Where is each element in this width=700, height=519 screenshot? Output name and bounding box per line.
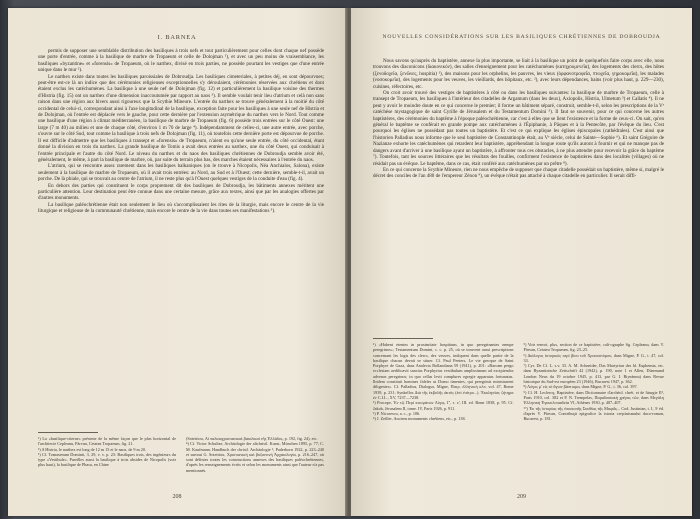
left-paragraph: Le narthex existe dans toutes les basiliques paroissiales de Dobroudja. Les basiliques cimeteriales, à petites déj, en sont dépourvues; peut-être est-ce là un indice que des cérémonies religieuses exceptionnelles s'y déroulaient, cérémonies réservées aux chrétiens et dont étaient exclus les catéchumènes. La basilique à une seule nef de Dolojman (fig. 12) et particulièrement la basilique voisine des thermes d'Histria (fig. 15) ont un narthex d'une dimension inaccoutumée par rapport au naos ³). Il semble voulait tenir lieu d'atrium et celà non sans raison dans une région aux hivers aussi rigoureux que la Scythie Mineure. L'entrée du narthex se trouve généralement à la moitié du côté occidental de celui-ci, correspondant ainsi à l'axe longitudinal de la basilique, exception faite pour les basiliques à une seule nef de Histria et de Dolojman, où l'entrée est déplacée vers le gauche, pour cette dernière par l'extension asymétrique du narthex vers le Nord. Tout comme une basilique d'une région à climat méditerranéen, la basilique de marbre de Tropaeum (fig. 6) possède trois entrées sur le côté Ouest: une large (7 m 40) au milieu et une de chaque côté, d'environ 1 m 70 de large ⁴). Indépendamment de celles-ci, une autre entrée, avec porche, s'ouvre sur le côté Sud, tout comme la basilique à trois nefs de Dolojman (fig. 11), où toutefois cette dernière porte est dépourvue de porche. Il est difficile d'admettre que les basiliques à transept et «forensis» de Tropaeum, n'aient eu qu'une seule entrée, du côté occidental, étant donné la division en trois du narthex. La grande basilique de Tomis a avait deux entrées au narthex, une du côté Ouest, qui conduisait à l'entrée principale et l'autre du côté Nord. Le niveau du narthex et du naos des basiliques chrétiennes de Dobroudja semble avoir été, généralement, le même, à part la basilique de marbre, où, par suite du terrain plus bas, des marches étaient nécessaires à l'entrée du naos. — [38, 73, 324, 163]
left-body-text — [38, 48, 324, 428]
footnote: ¹) «Habent etenim in proximitate hospitium, in quo peregrinantes nempe peregrinos»; Testamentum Domini, c. c. p. 25, où se trouvent aussi prescriptions concernant les logis des clercs, des veuves, indiquent dans quelle partie de la basilique chacun devait se situer. Cf. Paul Peeters, Le vie grecque de Saint Porphyre de Gaza, dans Analecta Bollandiana 59 (1941), p. 201: «Barcam pergo ecclesiam aedificavit sanctus Porphyrius vestibulum amplissimum ad excipiendos advenas peregrinos; in quo cellas levit complures egregie apparatus fortunatus. Ibidem constituit homines fideles ut Domo timentes, qui peregrinis ministrarent diligenter». Cf. Palladius, Dialogus, Migne, Πατρ. ἑλληνικὴ κλπ. vol. 47, Rome 1939, p. 231; Synkellos Διὰ τῆς ἐκβολῆς ἀκτὸς (ἐπὶ ἐπίτρο...). Ἐκκλησίαι; ζήτημα ἐν C.I.L., XV, 7237—7238. — [373, 342, 514, 400]
footnote: ²) Procope, Ἐν τῷ Περὶ κτισμάτων Λόγῳ, Γ', τ. ε', ΙΙΙ. ed. Bonn 1838, p. 95. Cf. Jakob, Jérusalem II, tome. IV, Paris 1926, p. 911. — [373, 400, 514, 411]
left-paragraph: En dehors des parties qui constituent le corps proprement dit des basiliques de Dobroudja, les bâtiments annexes méritent une particulière attention. Leur destination peut être connue dans une certaine mesure, grâce aux textes, ainsi que par les analogies offertes par d'autres monuments. — [38, 182, 324, 202]
right-footnotes — [373, 342, 664, 492]
right-running-head: NOUVELLES CONSIDÉRATIONS SUR LES BASILIQUES CHRÉTIENNES DE DOBROUDJA — [382, 34, 661, 40]
left-footnotes-col1 — [38, 436, 176, 490]
left-paragraph: La basilique paléochrétienne était non seulement le lieu où s'accomplissaient les rites de la liturgie, mais encore le centre de la vie liturgique et religieuse de la communauté chrétienne, mais encore le centre de la vie dans toutes ses manifestations ⁵). — [38, 201, 324, 215]
footnote: ⁶) Διάλογος ἱστορικὸς περὶ βίου τοῦ Χρυσοστόμου, dans Migne, P. G., t. 47, col. 33. — [523, 352, 664, 363]
right-paragraph: On croit avoir trouvé des vestiges de baptistères à côté ou dans les basiliques suivantes: la basilique de marbre de Tropaeum, celle à transept de Tropaeum, les basiliques à l'intérieur des citadelles de Argamum (dans les deux), Axiopolis, Histria, Ulmetum ³) et Callatis ⁴). Il ne peut y avoir le moindre doute en ce qui concerne le premier; il forme un bâtiment séparé, construit, semble-t-il, selon les prescriptions de la Vᵉ catéchèse mystagogique de saint Cyrille de Jérusalem et du Testamentum Domini ⁵). Il faut se souvenir, pour ce qui concerne les autres baptistères, des cérémonies du baptême à l'époque paléochrétienne, car c'est à elles que se lient l'existence et la forme de ceux-ci. On sait, qu'en général le baptême se conférait en grande pompe aux catéchumènes à l'Épiphanie, à Pâques et à la Pentecôte, par l'évêque du lieu. C'est pourquoi les églises ne possédant pas toutes un baptistère. Et c'est ce qui explique les églises épiscopales (cathédrales). C'est ainsi que l'historien Palladius nous informe que le seul baptistère de Constantinople était, au Vᵉ siècle, celui de Sainte—Sophie ⁶). Et saint Grégoire de Nazianze exhorte les catéchumènes qui retardent leur baptistère, appréhendant la longue route qu'ils auront à fournir et qui ne manque pas de dangers avant d'arriver à une basilique ayant un baptistère, à affronter tous ces obstacles, à ne plus attendre pour recevoir la grâce du baptême ⁷). Toutefois, tant les sources littéraires que les résultats des fouilles, confirment l'existence de baptistères dans des localités (villages) où ne résidait pas un évêque. Le baptême, dans ce cas, était conféré aux catéchumènes par un prêtre ⁸). — [373, 90, 664, 167]
right-page-number: 209 — [517, 494, 526, 500]
footnote: (Soteiriou, Αἱ παλαιοχριστιανικαὶ βασιλικαὶ τῆς Ἑλλάδος, p. 192, fig. 24), etc. — [186, 436, 318, 441]
right-page — [351, 8, 692, 516]
footnote: ⁷) Cyr. De Cf. L. s.v. 33. A. M. Schneider, Das Martyrion des hl. Euphemia, etc. dans Byzantinische Zeitschrift 42 (1942), p. 190, note 1 et Allen, Dürrmund London Neus du 19 octobre 1945, p. 413, par G. I. Biyeánnu) dans Revue historique du Sud-est européen 23 (1946), Bucarest 1947, p. 362. — [523, 363, 664, 385]
footnote-rule — [38, 432, 98, 433]
right-body-text — [373, 58, 664, 333]
left-paragraph: permis de supposer une semblable distribution des basiliques à trois nefs et tout particulièrement pour celles dont chaque nef possède une porte d'entrée, comme à la basilique de marbre de Tropaeum et celle de Dolojman ¹), et avec un peu moins de vraisemblance, les basiliques «byzantine» et «forensis» de Tropaeum, où le narthex, divisé en trois parties, ne possède pourtant les vestiges que d'une entrée unique dans le mur ²). — [38, 48, 324, 74]
left-paragraph: L'atrium, qui se rencontre assez rarement dans les basiliques balkaniques (on le trouve à Nicopolis, Néa Anchialos, Salona), existe seulement à la basilique de marbre de Tropaeum, où il avait trois entrées: au Nord, au Sud et à l'Ouest; cette dernière, semble-t-il, avait un porche. De là phiale, qui se trouvait au centre de l'atrium, il ne reste plus qu'à l'Ouest quelques vestiges de la conduite d'eau (fig. 4). — [38, 163, 324, 183]
right-paragraph: Nous savons qu'auprès du baptistère, annexe la plus importante, se liait à la basilique un point de quelquefois faire corps avec elle, nous trouvons des diaconicons (διακονικόν), des salles d'enseignement pour les catéchumènes (κατηχουμενεῖα), des logements des clercs, des hôtes (ξενοδοχεῖα, ξενῶνες, hospitia) ¹), des maisons pour les orphelins, les pauvres, les vieux (ὀρφανοτροφεῖα, πτωχεῖα, γηροκομεῖα), les malades (νοσοκομεῖα), des logements pour les veuves, les vieillards, des hôpitaux, etc. ²), avec leurs dépendances, bains (voir plus haut, p. 229—230), cuisines, réfectoires, etc. — [373, 58, 664, 90]
left-footnotes-col2 — [186, 436, 324, 490]
footnote: ¹⁰) Ἐκ τῆς ἱστορίας τῆς ἐπισκοπῆς Σκυθίας τῆς Μικρᾶς... Cod. Justinian, t. I, 3ᵉ éd. d'après V. Părvan, Contribuţii epigrafice la istoria creştinismului daco-roman, Bucarest, p. 181. — [523, 405, 664, 422]
footnote: ²) A Histria, le narthex est long de 12 m 15 et le naos, de 9 m 20. — [38, 446, 147, 452]
right-footnotes-col1 — [373, 342, 514, 492]
left-page-number: 208 — [172, 494, 182, 500]
footnote: ⁵) Voir renvoi, plus, section de ce baptistère, cali-ographe Sg. Cepleanu, dans V. Părvan, Cetatea Tropaeum, fig. 23–25. — [523, 342, 664, 353]
footnote: ⁸) Λόγος μ' εἰς τὸ ἅγιον βάπτισμα, dans Migne, P. G., t. 36, col. 397. — [523, 384, 638, 390]
left-footnotes — [38, 436, 324, 490]
footnote-rule — [373, 338, 433, 339]
footnote: ⁴) Cf. Victor Schultze, Archäologie der altchristl. Kunst, München 1895, p. 77; C. M. Kaufmann, Handbuch der christl. Archäologie ², Paderborn 1922, p. 223–240 et surtout G. Soteiriou, Χριστιανικὴ καὶ βυζαντινὴ Ἀρχαιολογία, p. 216–247, où sont définies toutes les constructions annexes des basiliques paléochrétiennes, d'après les renseignements écrits et selon les monuments ainsi que l'auteur n'a pas mentionnés. — [186, 441, 324, 473]
footnote: ³) P. Nicorescu, a. c., p. 106. — [373, 410, 421, 416]
footnote: ¹) La «basilique-citerne» présente de la même façon que le plus horizontal de l'architecte Cepleanu, Părvan, Cetatea Tropaeum, fig. 21. — [38, 436, 176, 447]
right-footnotes-col2 — [524, 342, 665, 492]
left-running-head: I. BARNEA — [157, 34, 197, 41]
footnote: ⁴) J. Zeiller, Anciens monuments chrétiens, etc., p. 138. — [373, 416, 466, 422]
footnote: ⁹) Cf. H. Leclercq, Baptistère, dans Dictionnaire d'archéol. chrét. et de liturgie II¹, Paris 1910, col. 382 et P. N. Trempelas, Παραδοσιακὴ χρήσις τῶν, dans Μεγάλη Ἑλληνικὴ Ἐγκυκλοπαιδεία VI, Athènes 1930, p. 407–407. — [523, 389, 664, 406]
footnote: ³) Cf. Tomasenum Dominii, 3, 29, v. v. p. 23: Basiliques trois, des ingénieurs du type «Vestibule». Pareilles aussi la basilique à trois absides de Nicopolis (voir plus haut), la basilique de Phasa, en Chine — [38, 451, 176, 468]
right-paragraph: En ce qui concerne la Scythie Mineure, rien ne nous empêche de supposer que chaque citadelle possédait un baptistère, même si, malgré le décret des conciles de l'an 480 de l'empereur Zénon ⁹), un évêque n'était pas attaché à chaque citadelle en particulier. Il serait diffi- — [373, 166, 664, 180]
left-page — [8, 8, 346, 516]
